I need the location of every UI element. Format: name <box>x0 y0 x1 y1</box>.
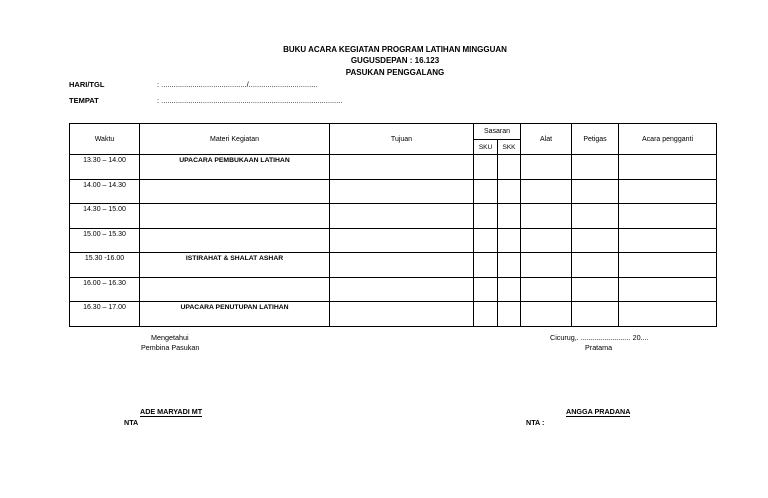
tujuan-cell <box>330 179 474 204</box>
sku-cell <box>474 155 498 180</box>
alat-cell <box>521 179 572 204</box>
schedule-table <box>69 123 717 327</box>
hari-tgl-label: HARI/TGL <box>69 80 105 89</box>
materi-cell: UPACARA PENUTUPAN LATIHAN <box>140 302 330 327</box>
gugusdepan-line: GUGUSDEPAN : 16.123 <box>350 56 440 65</box>
table-row <box>70 253 717 278</box>
alat-cell <box>521 253 572 278</box>
acara-cell <box>619 204 717 229</box>
alat-cell <box>521 302 572 327</box>
acara-cell <box>619 277 717 302</box>
alat-cell <box>521 155 572 180</box>
pembina-name: ADE MARYADI MT <box>140 407 203 416</box>
pembina-label: Pembina Pasukan <box>141 343 200 352</box>
table-row <box>70 155 717 180</box>
petugas-cell <box>572 179 619 204</box>
acara-cell <box>619 155 717 180</box>
table-row <box>70 302 717 327</box>
waktu-cell: 14.30 – 15.00 <box>70 204 140 229</box>
pratama-label: Pratama <box>585 343 613 352</box>
materi-cell <box>140 179 330 204</box>
materi-cell <box>140 277 330 302</box>
skk-cell <box>498 277 521 302</box>
acara-cell <box>619 302 717 327</box>
tujuan-cell <box>330 253 474 278</box>
skk-cell <box>498 155 521 180</box>
petugas-cell <box>572 253 619 278</box>
skk-cell <box>498 253 521 278</box>
waktu-cell: 16.30 – 17.00 <box>70 302 140 327</box>
petugas-cell <box>572 155 619 180</box>
waktu-cell: 14.00 – 14.30 <box>70 179 140 204</box>
pembina-nta-label: NTA <box>124 418 139 427</box>
materi-cell <box>140 204 330 229</box>
table-row <box>70 277 717 302</box>
header-tujuan: Tujuan <box>330 124 474 155</box>
petugas-cell <box>572 277 619 302</box>
petugas-cell <box>572 228 619 253</box>
petugas-cell <box>572 204 619 229</box>
waktu-cell: 15.30 -16.00 <box>70 253 140 278</box>
sku-cell <box>474 179 498 204</box>
sku-cell <box>474 253 498 278</box>
hari-tgl-value: : ........................................./................................. <box>157 80 318 89</box>
skk-cell <box>498 228 521 253</box>
table-row <box>70 179 717 204</box>
skk-cell <box>498 204 521 229</box>
tempat-value: : ....................................................................................... <box>157 96 343 105</box>
tempat-label: TEMPAT <box>69 96 99 105</box>
header-skk: SKK <box>498 140 521 155</box>
alat-cell <box>521 204 572 229</box>
header-alat: Alat <box>521 124 572 155</box>
acara-cell <box>619 179 717 204</box>
acara-cell <box>619 228 717 253</box>
skk-cell <box>498 302 521 327</box>
header-sku: SKU <box>474 140 498 155</box>
header-acara-pengganti: Acara pengganti <box>619 124 717 155</box>
header-sasaran: Sasaran <box>474 124 521 140</box>
tujuan-cell <box>330 277 474 302</box>
tujuan-cell <box>330 302 474 327</box>
table-row <box>70 228 717 253</box>
acara-cell <box>619 253 717 278</box>
header-petugas: Petigas <box>572 124 619 155</box>
materi-cell: UPACARA PEMBUKAAN LATIHAN <box>140 155 330 180</box>
waktu-cell: 16.00 – 16.30 <box>70 277 140 302</box>
sku-cell <box>474 277 498 302</box>
tujuan-cell <box>330 204 474 229</box>
mengetahui-label: Mengetahui <box>151 333 189 342</box>
petugas-cell <box>572 302 619 327</box>
header-waktu: Waktu <box>70 124 140 155</box>
sku-cell <box>474 204 498 229</box>
document-title: BUKU ACARA KEGIATAN PROGRAM LATIHAN MINGGUAN <box>283 45 507 54</box>
materi-cell: ISTIRAHAT & SHALAT ASHAR <box>140 253 330 278</box>
pratama-nta-label: NTA : <box>526 418 545 427</box>
alat-cell <box>521 277 572 302</box>
sku-cell <box>474 228 498 253</box>
waktu-cell: 13.30 – 14.00 <box>70 155 140 180</box>
skk-cell <box>498 179 521 204</box>
alat-cell <box>521 228 572 253</box>
waktu-cell: 15.00 – 15.30 <box>70 228 140 253</box>
tujuan-cell <box>330 155 474 180</box>
pratama-name: ANGGA PRADANA <box>566 407 631 416</box>
tujuan-cell <box>330 228 474 253</box>
sku-cell <box>474 302 498 327</box>
header-materi: Materi Kegiatan <box>140 124 330 155</box>
place-date-line: Cicurug,. ......................... 20.... <box>550 333 649 342</box>
materi-cell <box>140 228 330 253</box>
table-row <box>70 204 717 229</box>
pasukan-line: PASUKAN PENGGALANG <box>345 68 445 77</box>
